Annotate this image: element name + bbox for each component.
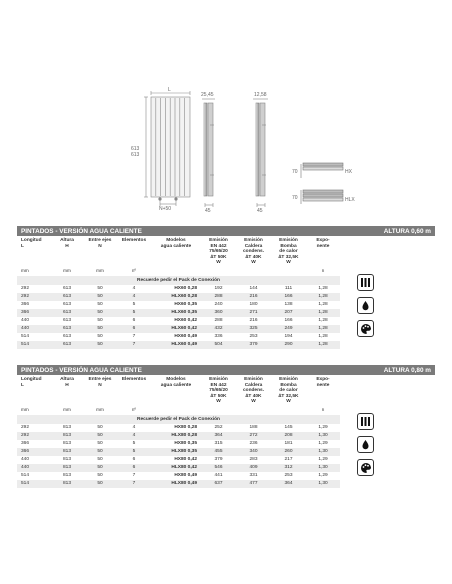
table-cell: 292 — [21, 286, 30, 291]
col-longitud: Longitud L — [21, 377, 42, 388]
table-cell: 292 — [17, 432, 51, 440]
col-entre-ejes: Entre ejes N — [88, 377, 112, 388]
unit-cell — [271, 266, 306, 276]
table-cell: 613 — [51, 341, 83, 349]
table-row — [17, 424, 340, 432]
table-row — [17, 472, 340, 480]
col-emision-caldera: Emisión Caldera condens. ∆T 40K W — [242, 238, 265, 266]
unit-cell: n — [321, 268, 325, 273]
table-cell: 546 — [201, 464, 236, 472]
table-cell: 272 — [236, 432, 271, 440]
table-cell: 290 — [271, 341, 306, 349]
table-cell: 7 — [132, 334, 136, 339]
dim-n50-label: N+50 — [159, 206, 172, 212]
table-cell: 180 — [249, 302, 258, 307]
table-cell: 216 — [249, 318, 258, 323]
table-cell: 50 — [83, 325, 117, 333]
table-cell: 336 — [214, 334, 223, 339]
table-cell: 292 — [21, 425, 30, 430]
table-cell: 271 — [236, 309, 271, 317]
paint-palette-icon — [357, 320, 374, 337]
note-row — [17, 276, 340, 285]
table-cell: 50 — [97, 441, 103, 446]
table-cell: 1,28 — [306, 341, 340, 349]
table-cell: 1,29 — [318, 473, 328, 478]
table-cell: 613 — [51, 293, 83, 301]
col-exponente: Expo- nente — [316, 377, 330, 388]
model-cell: HLX80 0,42 — [151, 464, 201, 472]
section-header-bar — [17, 365, 435, 375]
col-emision-bomba: Emisión Bomba de calor ∆T 32,5K W — [278, 238, 299, 266]
table-cell: 813 — [62, 425, 71, 430]
header-row — [17, 236, 340, 266]
data-rows — [17, 424, 340, 488]
table-cell: 249 — [271, 325, 306, 333]
unit-cell: n — [321, 407, 325, 412]
dim-45b-label: 45 — [257, 208, 263, 214]
note-cell: Recuerde pedir el Pack de Conexión — [17, 415, 340, 424]
col-emision-en: Emisión EN 442 75/65/20 ∆T 50K W — [209, 238, 228, 266]
table-cell: 4 — [117, 432, 151, 440]
table-cell: 613 — [62, 318, 71, 323]
table-cell: 366 — [17, 448, 51, 456]
table-cell: 50 — [97, 302, 103, 307]
table-cell: 288 — [214, 318, 223, 323]
section-header-bar — [17, 226, 435, 236]
table-cell: 188 — [249, 425, 258, 430]
table-cell: 138 — [284, 302, 293, 307]
table-row — [17, 285, 340, 293]
table-section-060 — [17, 226, 435, 349]
table-cell: 252 — [214, 425, 223, 430]
model-cell: HX80 0,49 — [174, 473, 197, 478]
table-row — [17, 448, 340, 456]
table-cell: 1,29 — [318, 457, 328, 462]
table-cell: 7 — [117, 341, 151, 349]
unit-cell — [236, 266, 271, 276]
table-cell: 315 — [214, 441, 223, 446]
side-view — [202, 99, 215, 207]
table-cell: 813 — [62, 457, 71, 462]
section-title: PINTADOS - VERSIÓN AGUA CALIENTE — [21, 366, 142, 374]
table-cell: 4 — [132, 425, 136, 430]
table-cell: 813 — [51, 480, 83, 488]
table-cell: 283 — [249, 457, 258, 462]
table-cell: 379 — [214, 457, 223, 462]
table-row — [17, 301, 340, 309]
unit-cell — [271, 405, 306, 415]
model-cell: HLX60 0,42 — [151, 325, 201, 333]
water-drop-icon — [357, 436, 374, 453]
unit-cell: mm — [21, 407, 29, 412]
section-title: PINTADOS - VERSIÓN AGUA CALIENTE — [21, 227, 142, 235]
table-cell: 613 — [51, 309, 83, 317]
table-cell: 340 — [236, 448, 271, 456]
table-cell: 260 — [271, 448, 306, 456]
table-cell: 325 — [236, 325, 271, 333]
table-cell: 409 — [236, 464, 271, 472]
table-cell: 364 — [201, 432, 236, 440]
table-cell: 1,30 — [306, 464, 340, 472]
paint-palette-icon — [357, 459, 374, 476]
table-row — [17, 333, 340, 341]
table-cell: 50 — [83, 341, 117, 349]
table-cell: 5 — [132, 441, 136, 446]
radiator-icon — [357, 413, 374, 430]
note-row — [17, 415, 340, 424]
table-cell: 50 — [83, 480, 117, 488]
table-cell: 194 — [284, 334, 293, 339]
model-cell: HX60 0,49 — [174, 334, 197, 339]
unit-cell — [201, 266, 236, 276]
section-height-label: ALTURA 0,80 m — [383, 366, 431, 374]
label-hlx: HLX — [345, 197, 355, 203]
table-cell: 637 — [201, 480, 236, 488]
unit-cell: mm — [63, 268, 71, 273]
table-cell: 50 — [97, 334, 103, 339]
table-cell: 613 — [51, 325, 83, 333]
table-cell: 813 — [62, 473, 71, 478]
table-cell: 6 — [132, 318, 136, 323]
table-cell: 1,30 — [306, 432, 340, 440]
table-cell: 166 — [271, 293, 306, 301]
table-cell: 50 — [97, 425, 103, 430]
table-cell: 312 — [271, 464, 306, 472]
col-modelos: Modelos agua caliente — [160, 377, 192, 388]
table-cell: 441 — [214, 473, 223, 478]
unit-cell — [151, 405, 201, 415]
units-row — [17, 266, 340, 276]
model-cell: HX60 0,28 — [174, 286, 197, 291]
col-emision-en: Emisión EN 442 75/65/20 ∆T 50K W — [209, 377, 228, 405]
top-view-hx — [301, 163, 343, 178]
col-modelos: Modelos agua caliente — [160, 238, 192, 249]
table-cell: 360 — [201, 309, 236, 317]
dim-12-58-label: 12,58 — [254, 92, 267, 98]
table-cell: 145 — [284, 425, 293, 430]
front-view — [144, 91, 190, 206]
unit-cell: mm — [96, 407, 104, 412]
table-cell: 440 — [21, 318, 30, 323]
table-cell: 166 — [284, 318, 293, 323]
table-row — [17, 464, 340, 472]
table-cell: 50 — [97, 457, 103, 462]
table-cell: 181 — [284, 441, 293, 446]
table-cell: 50 — [83, 432, 117, 440]
table-cell: 440 — [17, 464, 51, 472]
dim-70b-label: 70 — [292, 195, 298, 201]
table-cell: 514 — [21, 473, 30, 478]
model-cell: HX60 0,35 — [174, 302, 197, 307]
table-cell: 1,28 — [306, 293, 340, 301]
table-row — [17, 432, 340, 440]
table-cell: 288 — [201, 293, 236, 301]
col-exponente: Expo- nente — [316, 238, 330, 249]
table-cell: 253 — [249, 334, 258, 339]
table-cell: 379 — [236, 341, 271, 349]
dim-613-label: 613 — [131, 146, 140, 152]
table-cell: 477 — [236, 480, 271, 488]
table-cell: 813 — [62, 441, 71, 446]
table-cell: 7 — [132, 473, 136, 478]
table-cell: 7 — [117, 480, 151, 488]
table-cell: 813 — [51, 464, 83, 472]
dim-613b-label: 613 — [131, 152, 140, 158]
unit-cell — [201, 405, 236, 415]
col-entre-ejes: Entre ejes N — [88, 238, 112, 249]
unit-cell: nº — [131, 268, 137, 273]
table-cell: 1,30 — [306, 480, 340, 488]
col-emision-bomba: Emisión Bomba de calor ∆T 32,5K W — [278, 377, 299, 405]
model-cell: HLX60 0,49 — [151, 341, 201, 349]
model-cell: HLX80 0,35 — [151, 448, 201, 456]
col-longitud: Longitud L — [21, 238, 42, 249]
col-elementos: Elementos — [121, 377, 147, 382]
table-cell: 514 — [17, 480, 51, 488]
model-cell: HLX60 0,28 — [151, 293, 201, 301]
table-cell: 253 — [284, 473, 293, 478]
table-cell: 1,28 — [318, 302, 328, 307]
table-cell: 1,29 — [318, 441, 328, 446]
model-cell: HLX80 0,28 — [151, 432, 201, 440]
table-cell: 217 — [284, 457, 293, 462]
table-row — [17, 325, 340, 333]
table-cell: 6 — [117, 325, 151, 333]
table-cell: 1,28 — [306, 309, 340, 317]
table-row — [17, 317, 340, 325]
table-cell: 50 — [83, 309, 117, 317]
label-hx: HX — [345, 169, 352, 175]
table-cell: 50 — [97, 318, 103, 323]
table-row — [17, 309, 340, 317]
dim-45-label: 45 — [205, 208, 211, 214]
unit-cell: nº — [131, 407, 137, 412]
table-cell: 236 — [249, 441, 258, 446]
table-cell: 192 — [214, 286, 223, 291]
header-row — [17, 375, 340, 405]
radiator-icon — [357, 274, 374, 291]
unit-cell — [151, 266, 201, 276]
unit-cell — [236, 405, 271, 415]
table-cell: 6 — [117, 464, 151, 472]
table-cell: 366 — [21, 302, 30, 307]
unit-cell: mm — [21, 268, 29, 273]
table-cell: 292 — [17, 293, 51, 301]
table-cell: 50 — [83, 448, 117, 456]
table-cell: 50 — [83, 464, 117, 472]
table-cell: 1,30 — [306, 448, 340, 456]
model-cell: HX60 0,42 — [174, 318, 197, 323]
table-cell: 5 — [117, 309, 151, 317]
table-cell: 364 — [271, 480, 306, 488]
spec-table — [17, 236, 340, 349]
top-view-hlx — [301, 190, 343, 204]
table-cell: 240 — [214, 302, 223, 307]
col-emision-caldera: Emisión Caldera condens. ∆T 40K W — [242, 377, 265, 405]
table-section-080 — [17, 365, 435, 488]
table-cell: 4 — [132, 286, 136, 291]
table-row — [17, 480, 340, 488]
table-cell: 1,28 — [318, 286, 328, 291]
model-cell: HX80 0,35 — [174, 441, 197, 446]
table-cell: 366 — [17, 309, 51, 317]
model-cell: HLX60 0,35 — [151, 309, 201, 317]
table-cell: 208 — [271, 432, 306, 440]
col-altura: Altura H — [60, 238, 74, 249]
table-cell: 813 — [51, 448, 83, 456]
table-cell: 207 — [271, 309, 306, 317]
spec-table — [17, 375, 340, 488]
table-cell: 1,28 — [318, 334, 328, 339]
model-cell: HX80 0,42 — [174, 457, 197, 462]
table-cell: 50 — [97, 473, 103, 478]
water-drop-icon — [357, 297, 374, 314]
dim-70a-label: 70 — [292, 169, 298, 175]
table-cell: 1,28 — [306, 325, 340, 333]
table-cell: 613 — [62, 334, 71, 339]
dim-25-45-label: 25,45 — [201, 92, 214, 98]
note-cell: Recuerde pedir el Pack de Conexión — [17, 276, 340, 285]
table-row — [17, 293, 340, 301]
table-row — [17, 341, 340, 349]
table-cell: 432 — [201, 325, 236, 333]
dim-L-label: L — [168, 87, 171, 93]
table-cell: 6 — [132, 457, 136, 462]
table-cell: 216 — [236, 293, 271, 301]
table-cell: 504 — [201, 341, 236, 349]
table-cell: 4 — [117, 293, 151, 301]
technical-drawings — [0, 0, 452, 220]
table-cell: 50 — [83, 293, 117, 301]
radiator-drawing — [0, 0, 452, 220]
side-view-2 — [253, 99, 268, 207]
table-cell: 440 — [17, 325, 51, 333]
table-cell: 366 — [21, 441, 30, 446]
table-cell: 111 — [284, 286, 293, 291]
table-cell: 613 — [62, 302, 71, 307]
table-cell: 514 — [17, 341, 51, 349]
table-cell: 331 — [249, 473, 258, 478]
table-cell: 5 — [132, 302, 136, 307]
model-cell: HLX80 0,49 — [151, 480, 201, 488]
units-row — [17, 405, 340, 415]
table-cell: 1,29 — [318, 425, 328, 430]
table-cell: 455 — [201, 448, 236, 456]
table-cell: 813 — [51, 432, 83, 440]
table-cell: 1,28 — [318, 318, 328, 323]
model-cell: HX80 0,28 — [174, 425, 197, 430]
table-cell: 613 — [62, 286, 71, 291]
unit-cell: mm — [96, 268, 104, 273]
col-altura: Altura H — [60, 377, 74, 388]
table-cell: 514 — [21, 334, 30, 339]
col-elementos: Elementos — [121, 238, 147, 243]
unit-cell: mm — [63, 407, 71, 412]
table-cell: 440 — [21, 457, 30, 462]
table-cell: 5 — [117, 448, 151, 456]
section-height-label: ALTURA 0,60 m — [383, 227, 431, 235]
table-cell: 50 — [97, 286, 103, 291]
data-rows — [17, 285, 340, 349]
table-cell: 144 — [249, 286, 258, 291]
table-row — [17, 456, 340, 464]
table-row — [17, 440, 340, 448]
